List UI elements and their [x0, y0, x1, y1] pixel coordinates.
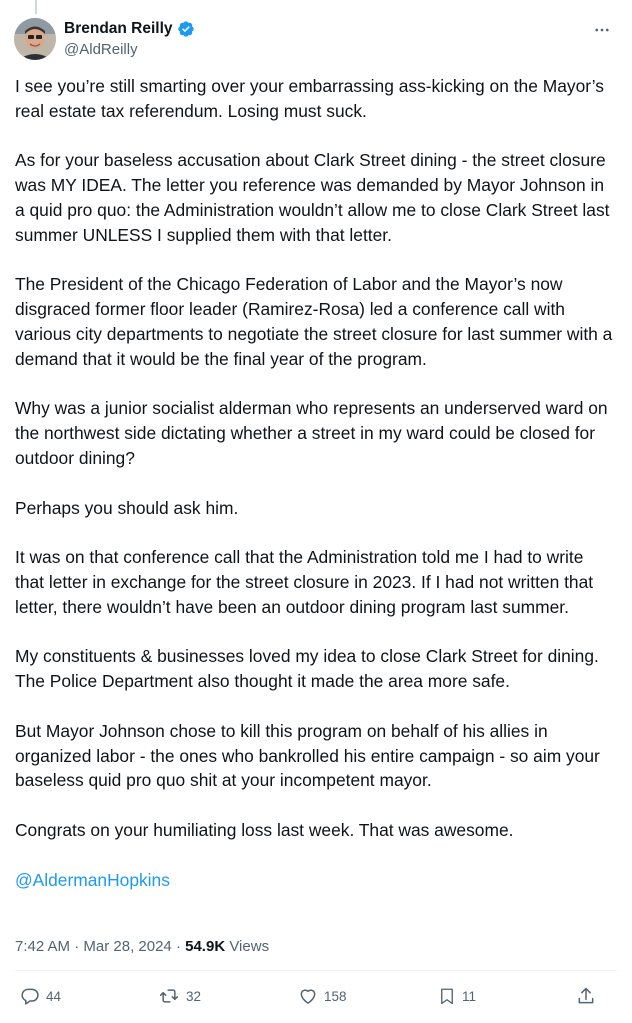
- heart-icon: [298, 986, 318, 1006]
- more-options-icon[interactable]: [588, 18, 616, 42]
- tweet-paragraph: I see you’re still smarting over your embarrassing ass-kicking on the Mayor’s real estate tax referendum. Losing must suck.: [15, 76, 604, 121]
- repost-icon: [158, 986, 180, 1006]
- like-count: 158: [324, 988, 347, 1004]
- views-label: Views: [225, 938, 270, 955]
- bookmark-button[interactable]: [438, 986, 476, 1006]
- meta-separator: ·: [70, 938, 84, 955]
- thread-connector: [35, 0, 37, 14]
- tweet-paragraph: As for your baseless accusation about Clark Street dining - the street closure was MY IDEA. The letter you reference was demanded by Mayor Johnson in a quid pro quo: the Administration wouldn’t allow me to close Clark Street last summer UNLESS I supplied them with that letter.: [15, 150, 610, 245]
- like-button[interactable]: [298, 986, 347, 1006]
- tweet-header: [14, 16, 618, 64]
- meta-separator: ·: [171, 938, 186, 955]
- repost-button[interactable]: [158, 986, 201, 1006]
- action-bar: [18, 986, 614, 1014]
- tweet-date[interactable]: Mar 28, 2024: [83, 938, 172, 955]
- bookmark-count: 11: [462, 988, 477, 1004]
- tweet-time[interactable]: 7:42 AM: [15, 938, 71, 955]
- tweet-paragraph: It was on that conference call that the Administration told me I had to write that letter in exchange for the street closure in 2023. If I had not written that letter, there wouldn’t have been an outdoor dining program last summer.: [15, 547, 594, 617]
- avatar[interactable]: [14, 18, 56, 60]
- avatar-image: [14, 18, 56, 60]
- bookmark-icon: [438, 986, 456, 1006]
- tweet-meta: [15, 938, 269, 955]
- mention-link[interactable]: @AldermanHopkins: [15, 869, 170, 890]
- share-button[interactable]: [576, 986, 602, 1006]
- views-count: 54.9K: [185, 938, 226, 955]
- tweet-body: [15, 74, 615, 892]
- tweet-paragraph: My constituents & businesses loved my idea to close Clark Street for dining. The Police Department also thought it made the area more safe.: [15, 646, 599, 692]
- reply-button[interactable]: [20, 986, 61, 1006]
- tweet-paragraph: Perhaps you should ask him.: [15, 497, 239, 518]
- divider: [15, 970, 617, 971]
- tweet-paragraph: Congrats on your humiliating loss last week. That was awesome.: [15, 819, 514, 840]
- verified-badge-icon: [177, 20, 195, 38]
- share-icon: [576, 986, 596, 1006]
- tweet-paragraph: Why was a junior socialist alderman who represents an underserved ward on the northwest side dictating whether a street in my ward could be closed for outdoor dining?: [15, 398, 608, 468]
- repost-count: 32: [186, 988, 202, 1004]
- display-name[interactable]: Brendan Reilly: [64, 20, 173, 37]
- handle[interactable]: @AldReilly: [64, 41, 138, 58]
- tweet-paragraph: But Mayor Johnson chose to kill this program on behalf of his allies in organized labor - the ones who bankrolled his entire campaign - so aim your baseless quid pro quo shit at your incompetent mayor.: [15, 720, 600, 791]
- tweet-paragraph: The President of the Chicago Federation of Labor and the Mayor’s now disgraced former floor leader (Ramirez-Rosa) led a conference call with various city departments to negotiate the street closure for last summer with a demand that it would be the final year of the program.: [15, 274, 613, 369]
- reply-count: 44: [46, 988, 62, 1004]
- reply-icon: [20, 986, 40, 1006]
